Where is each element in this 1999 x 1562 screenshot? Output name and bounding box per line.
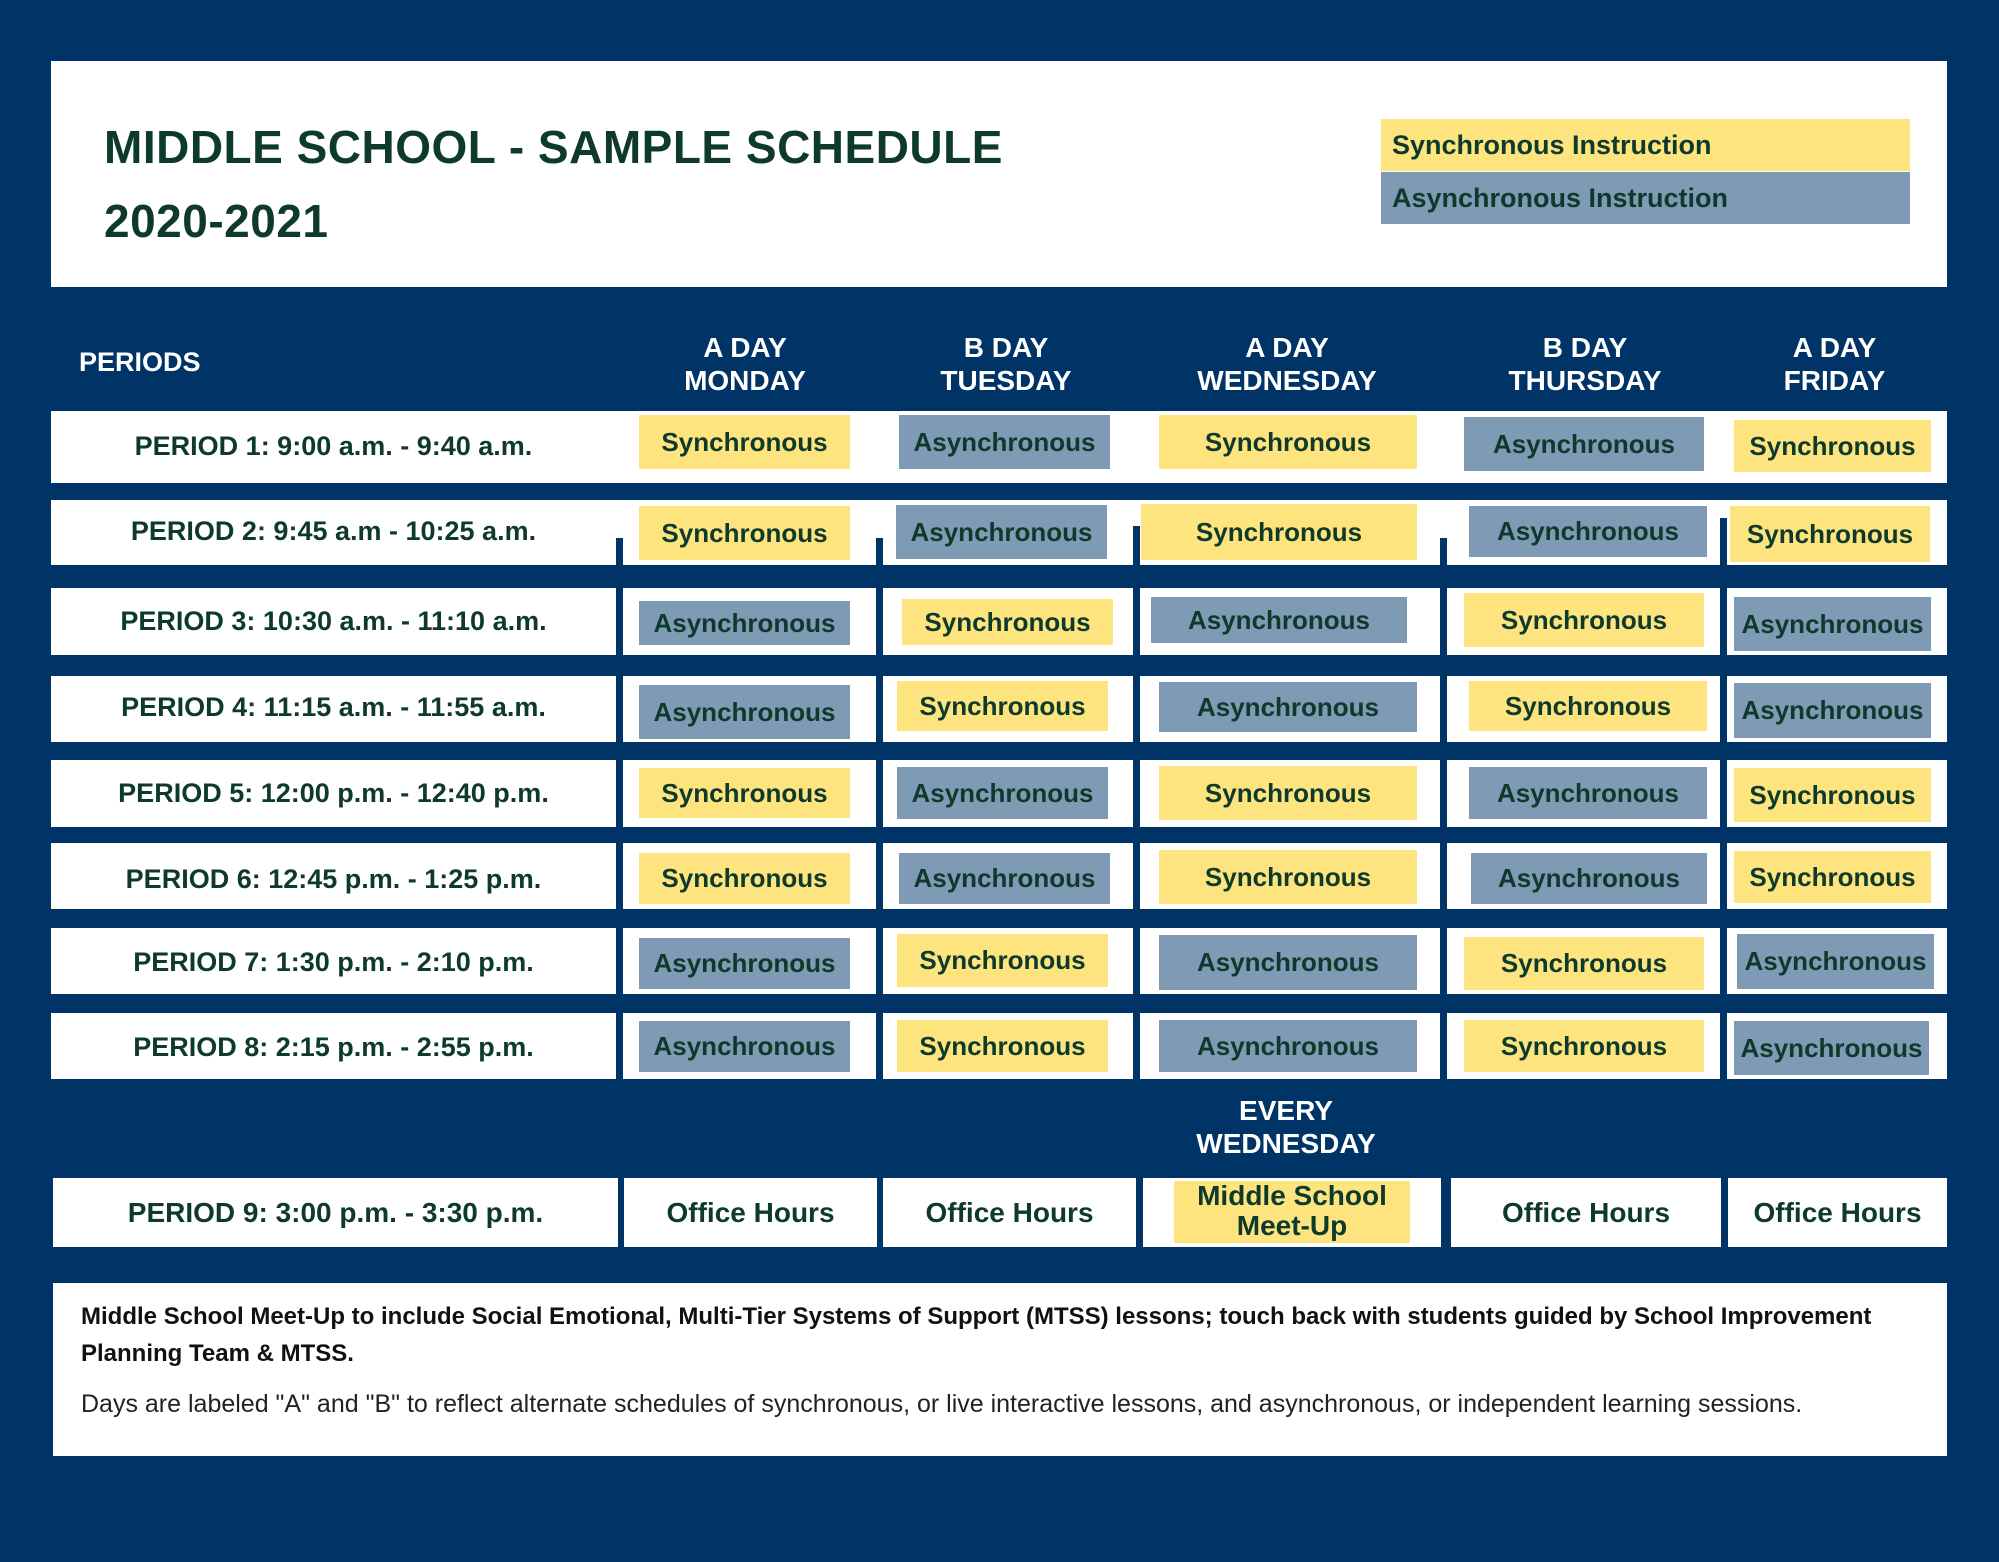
period-label: PERIOD 4: 11:15 a.m. - 11:55 a.m. (121, 692, 546, 722)
day-name: THURSDAY (1508, 365, 1662, 396)
every-line2: WEDNESDAY (1196, 1128, 1376, 1159)
schedule-cell: Synchronous (1734, 420, 1931, 472)
schedule-cell: Synchronous (1464, 1020, 1704, 1072)
schedule-cell: Asynchronous (639, 938, 850, 989)
schedule-cell: Synchronous (1159, 850, 1417, 904)
schedule-cell: Synchronous (1159, 415, 1417, 469)
schedule-cell: Asynchronous (1464, 417, 1704, 471)
schedule-cell: Asynchronous (1737, 934, 1934, 989)
schedule-cell: Asynchronous (897, 767, 1108, 819)
column-header-friday (1732, 331, 1937, 397)
schedule-cell: Synchronous (1469, 681, 1707, 731)
column-header-tuesday (883, 331, 1129, 397)
schedule-cell: Synchronous (639, 415, 850, 469)
schedule-cell: Asynchronous (1159, 935, 1417, 990)
column-divider (1720, 518, 1727, 1079)
day-type: B DAY (963, 332, 1049, 363)
office-hours-tuesday: Office Hours (883, 1178, 1136, 1247)
schedule-cell: Asynchronous (639, 1021, 850, 1072)
schedule-cell: Synchronous (902, 599, 1113, 645)
period-label: PERIOD 6: 12:45 p.m. - 1:25 p.m. (125, 864, 542, 894)
column-header-monday (622, 331, 868, 397)
schedule-cell: Asynchronous (1734, 597, 1931, 651)
schedule-cell: Synchronous (1464, 593, 1704, 647)
office-hours-monday: Office Hours (624, 1178, 877, 1247)
schedule-cell: Asynchronous (899, 415, 1110, 469)
schedule-cell: Synchronous (1159, 766, 1417, 820)
legend-synchronous: Synchronous Instruction (1381, 119, 1910, 171)
column-divider (1133, 526, 1140, 1079)
schedule-cell: Asynchronous (639, 601, 850, 645)
column-divider (616, 538, 623, 1079)
every-wednesday-label (1139, 1094, 1433, 1160)
period-label: PERIOD 5: 12:00 p.m. - 12:40 p.m. (118, 778, 549, 808)
periods-column-header: PERIODS (79, 347, 201, 377)
page-title: MIDDLE SCHOOL - SAMPLE SCHEDULE (104, 121, 1003, 173)
school-year: 2020-2021 (104, 195, 329, 247)
office-hours-friday: Office Hours (1728, 1178, 1947, 1247)
day-name: WEDNESDAY (1197, 365, 1377, 396)
day-name: FRIDAY (1783, 365, 1886, 396)
schedule-cell: Synchronous (1464, 937, 1704, 990)
schedule-cell: Synchronous (897, 934, 1108, 987)
column-header-thursday (1444, 331, 1726, 397)
meetup-line2: Meet-Up (1236, 1210, 1348, 1241)
legend-asynchronous: Asynchronous Instruction (1381, 172, 1910, 224)
schedule-cell: Asynchronous (1469, 767, 1707, 819)
day-type: A DAY (703, 332, 787, 363)
schedule-cell: Asynchronous (1471, 853, 1707, 904)
schedule-cell: Synchronous (1141, 504, 1417, 560)
middle-school-meetup-cell (1174, 1181, 1410, 1243)
schedule-cell: Asynchronous (639, 685, 850, 739)
period-label: PERIOD 8: 2:15 p.m. - 2:55 p.m. (133, 1032, 534, 1062)
period-label: PERIOD 7: 1:30 p.m. - 2:10 p.m. (133, 947, 534, 977)
office-hours-thursday: Office Hours (1451, 1178, 1721, 1247)
schedule-cell: Synchronous (897, 681, 1108, 731)
day-name: TUESDAY (940, 365, 1072, 396)
day-type: B DAY (1542, 332, 1628, 363)
schedule-cell: Synchronous (1730, 506, 1930, 562)
schedule-cell: Asynchronous (1734, 1021, 1929, 1075)
column-divider (876, 538, 883, 1079)
schedule-cell: Synchronous (1734, 768, 1931, 822)
schedule-cell: Asynchronous (1159, 682, 1417, 732)
day-name: MONDAY (684, 365, 806, 396)
period-label: PERIOD 3: 10:30 a.m. - 11:10 a.m. (120, 606, 547, 636)
schedule-cell: Asynchronous (1159, 1020, 1417, 1072)
day-label-note: Days are labeled "A" and "B" to reflect alternate schedules of synchronous, or live interactive lessons, and asynchronous, or independent learning sessions. (81, 1390, 1803, 1418)
period-label: PERIOD 2: 9:45 a.m - 10:25 a.m. (130, 516, 537, 546)
column-divider (1440, 538, 1447, 1079)
schedule-cell: Asynchronous (1469, 506, 1707, 557)
period-label: PERIOD 1: 9:00 a.m. - 9:40 a.m. (134, 431, 533, 461)
schedule-cell: Asynchronous (1151, 597, 1407, 643)
every-line1: EVERY (1239, 1095, 1333, 1126)
period-9-label: PERIOD 9: 3:00 p.m. - 3:30 p.m. (53, 1178, 618, 1247)
column-header-wednesday (1139, 331, 1435, 397)
schedule-cell: Asynchronous (899, 853, 1110, 904)
schedule-cell: Synchronous (639, 853, 850, 904)
schedule-cell: Synchronous (639, 768, 850, 818)
schedule-cell: Synchronous (1734, 851, 1931, 903)
day-type: A DAY (1792, 332, 1877, 363)
meetup-note: Middle School Meet-Up to include Social Emotional, Multi-Tier Systems of Support (MTSS) lessons; touch back with students guided by School Improvement Planning Team & MTSS. (81, 1303, 1872, 1367)
day-type: A DAY (1245, 332, 1329, 363)
schedule-cell: Asynchronous (1734, 683, 1931, 738)
meetup-line1: Middle School (1197, 1180, 1387, 1211)
schedule-cell: Synchronous (639, 506, 850, 560)
schedule-cell: Asynchronous (896, 505, 1107, 559)
schedule-cell: Synchronous (897, 1020, 1108, 1072)
